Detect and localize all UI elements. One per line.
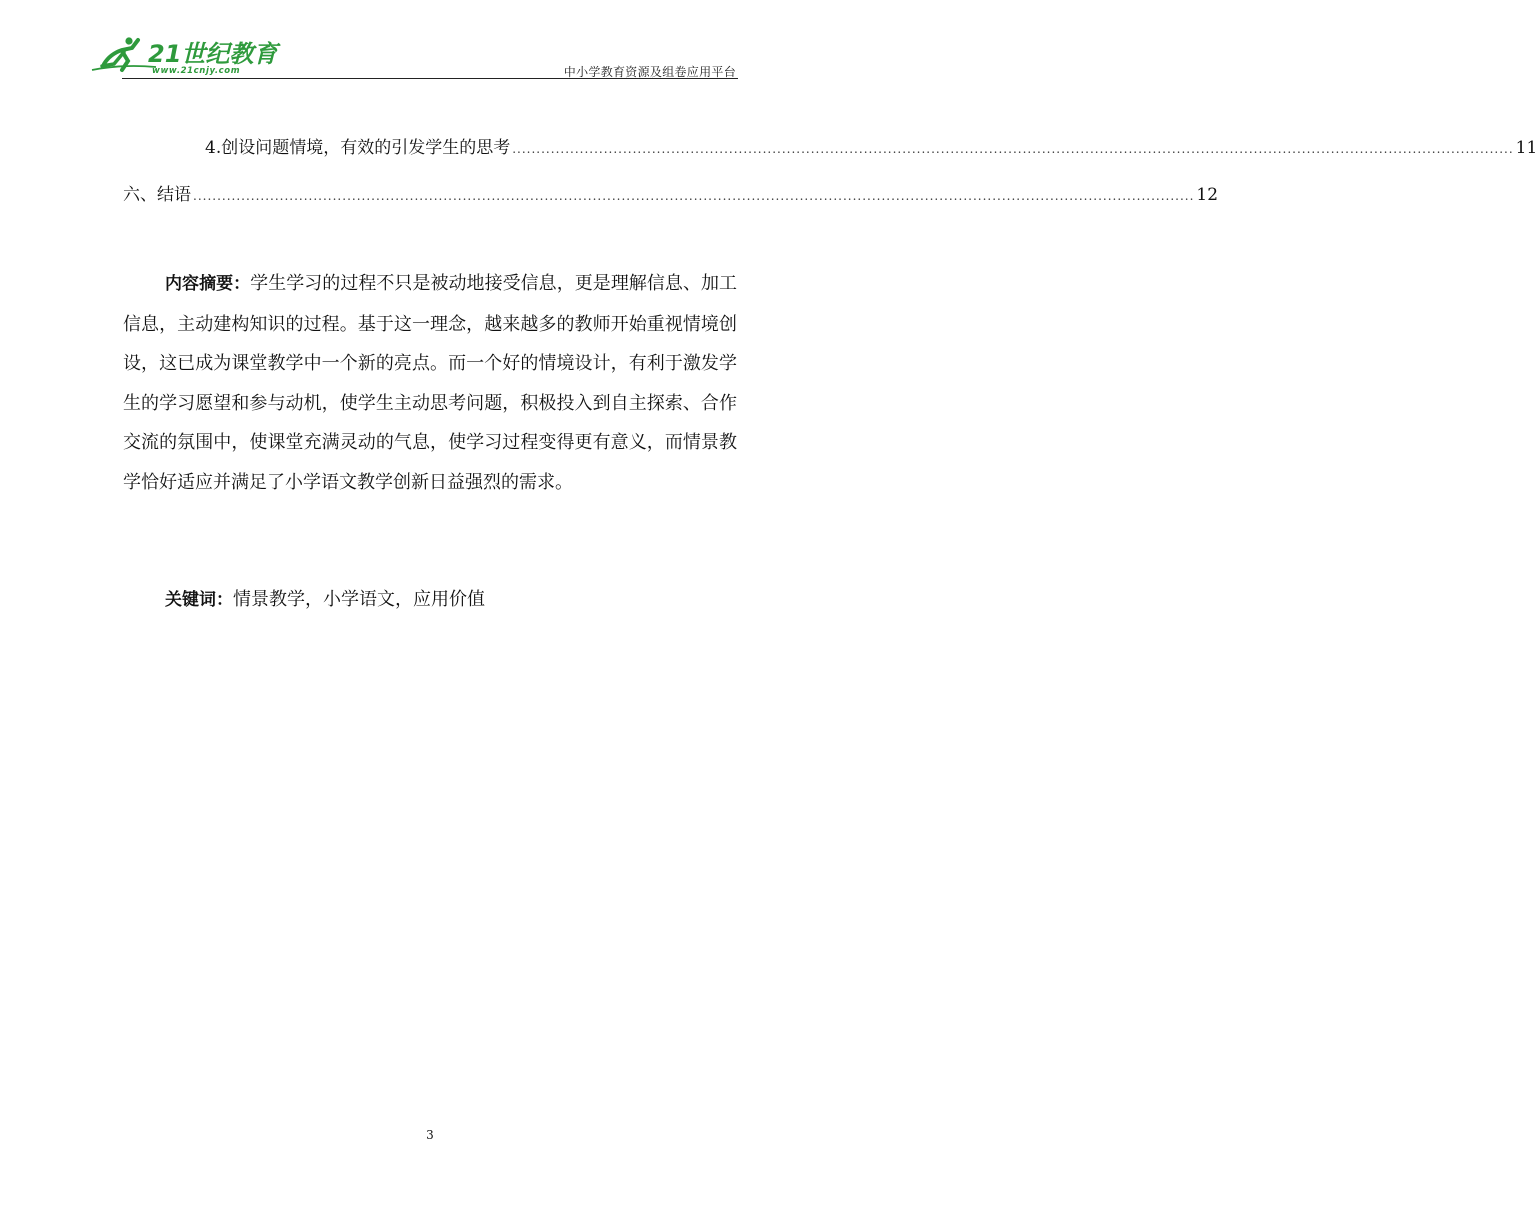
toc-leader-dots (193, 189, 1194, 203)
toc-entry-page: 11 (1515, 138, 1537, 158)
logo (92, 34, 278, 76)
logo-url: www.21cnjy.com (152, 66, 241, 76)
abstract-label: 内容摘要： (165, 274, 251, 294)
abstract-paragraph (123, 264, 737, 502)
keywords-line (165, 580, 485, 620)
logo-runner-icon (92, 34, 278, 76)
toc-entry (205, 133, 1537, 159)
logo-wordmark: 21世纪教育 (148, 40, 278, 68)
keywords-text: 情景教学，小学语文，应用价值 (233, 589, 485, 610)
page-number: 3 (426, 1128, 434, 1142)
abstract-text: 学生学习的过程不只是被动地接受信息，更是理解信息、加工信息，主动建构知识的过程。基于这一理念，越来越多的教师开始重视情境创设，这已成为课堂教学中一个新的亮点。而一个好的情境设计，有利于激发学生的学习愿望和参与动机，使学生主动思考问题，积极投入到自主探索、合作交流的氛围中，使课堂充满灵动的气息，使学习过程变得更有意义，而情景教学恰好适应并满足了小学语文教学创新日益强烈的需求。 (123, 273, 738, 493)
keywords-label: 关键词： (165, 590, 233, 610)
header-tagline: 中小学教育资源及组卷应用平台 (563, 65, 736, 79)
toc-entry-page: 12 (1196, 185, 1219, 205)
toc-entry (123, 180, 1219, 206)
toc-leader-dots (512, 142, 1513, 156)
toc-entry-text: 六、结语 (123, 185, 191, 205)
toc-entry-text: 4.创设问题情境，有效的引发学生的思考 (205, 138, 511, 158)
page-header (92, 30, 738, 78)
header-divider (122, 78, 738, 79)
